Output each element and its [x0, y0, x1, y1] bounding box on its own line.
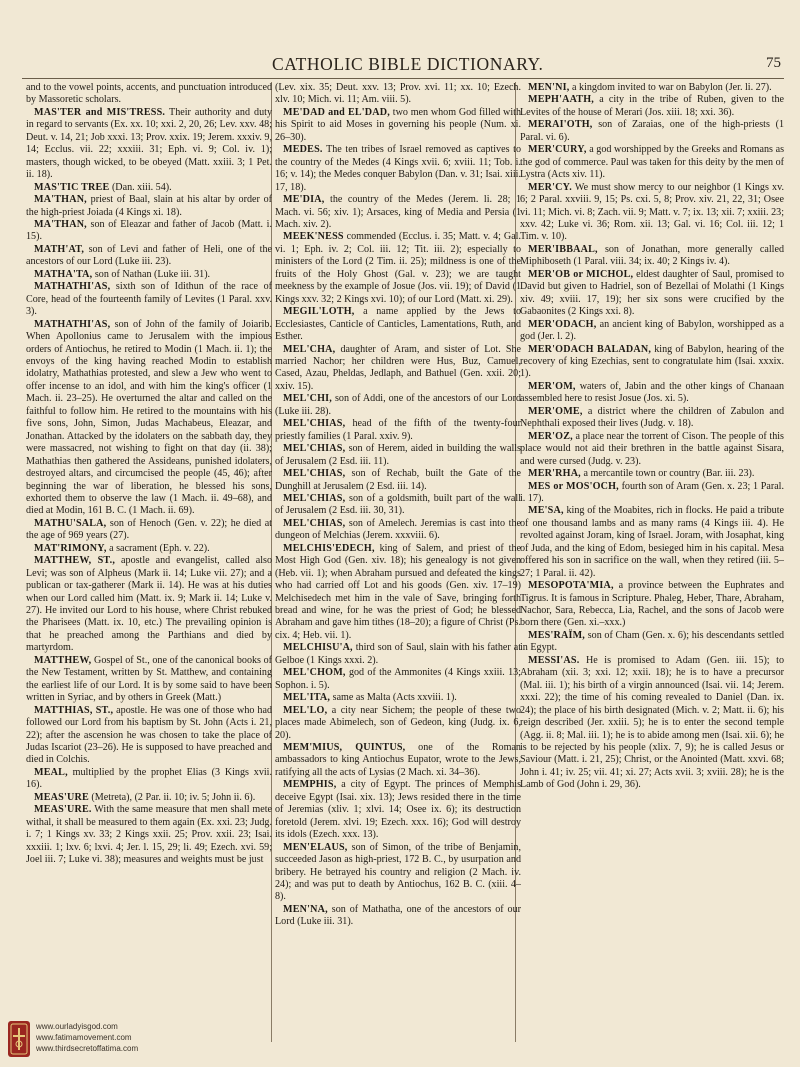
dictionary-entry [520, 468, 784, 480]
entry-headword: MAS'TIC TREE [34, 181, 110, 193]
dictionary-entry [26, 792, 272, 804]
entry-headword: MESOPOTA'MIA, [528, 580, 614, 592]
dictionary-entry [26, 107, 272, 182]
dictionary-entry [275, 692, 521, 704]
entry-text: son of Amelech. Jeremias is cast into the dungeon of Melchias (Jerem. xxxviii. 6). [275, 517, 521, 542]
entry-text: eldest daughter of Saul, promised to David but given to Hadriel, son of Bezellai of Molathi (1 Kings xiv. 49; xviii. 17, 19); her six sons were crucified by the Gabaonites (2 Kings xxi. 8). [520, 268, 784, 318]
entry-text: a god worshipped by the Greeks and Romans as the god of commerce. Paul was taken for this deity by the men of Lystra (Acts xiv. 11). [520, 144, 784, 181]
dictionary-entry [26, 655, 272, 705]
entry-headword: MATHATHI'AS, [34, 281, 111, 293]
entry-text: priest of Baal, slain at his altar by order of the high-priest Joiada (4 Kings xi. 18). [26, 194, 272, 218]
entry-headword: ME'SA, [528, 505, 564, 517]
entry-headword: MEL'CHIAS, [283, 468, 346, 480]
dictionary-entry [275, 418, 521, 443]
entry-headword: MES'RAÏM, [528, 629, 586, 641]
entry-headword: MEL'CHIAS, [283, 517, 346, 529]
entry-text: a city in the tribe of Ruben, given to the Levites of the house of Merari (Jos. xiii. 18; xxi. 36). [520, 94, 784, 118]
footer-link[interactable]: www.thirdsecretoffatima.com [36, 1044, 139, 1053]
entry-text: son of John of the family of Joiarib. When Apollonius came to Jerusalem with the impious orders of Antiochus, he retired to Modin (1 Mach. ii. 1); the envoys of the king having reached Modin to establish idolatry, Mathathias protested, and slew a Jew who went to offer incense to an idol, and with him the king's officer (1 Mach. ii. 23–25). He overturned the altar and called on the faithful to follow him. He retired to the mountains with his five sons, John, Simon, Judas Machabeus, Eleazar, and Jonathan. Attacked by the idolaters on the sabbath day, they were massacred, not wishing to fight on that day (ii. 38); Mathathias then gathered the Assideans, punished idolaters, destroyed altars, and circumcised the people (45, 46); after beginning the war of liberation, he blessed his sons, exhorted them to observe the law (1 Mach. ii. 49–68), and died at Modin, 161 B. C. (1 Mach. ii. 69). [26, 318, 272, 517]
entry-headword: MATH'AT, [34, 243, 85, 255]
dictionary-entry [26, 281, 272, 318]
entry-text: (Metreta), (2 Par. ii. 10; iv. 5; John ii. 6). [88, 791, 256, 803]
dictionary-entry [520, 82, 784, 94]
entry-text: one of the Roman ambassadors to king Antiochus Eupator, wrote to the Jews, ratifying all the acts of Lysias (2 Mach. xi. 34–36). [275, 742, 521, 778]
entry-headword: ME'DAD and EL'DAD, [283, 106, 391, 118]
entry-text: sixth son of Idithun of the race of Core, head of the fourteenth family of Levites (1 Paral. xxv. 3). [26, 281, 272, 318]
entry-headword: MAT'RIMONY, [34, 542, 107, 554]
dictionary-entry [520, 244, 784, 269]
entry-text: king of Salem, and priest of the Most High God (Gen. xiv. 18); his genealogy is not given (Heb. vii. 1); when Abraham pursued and defeated the kings who had carried off Lot and his goods (Gen. xiv. 17–19) Melchisedech met him in the vale of Save, bringing forth bread and wine, for he was the priest of God; he blessed Abraham and gave him tithes (18–20); a figure of Christ (Ps. cix. 4; Heb. vii. 1). [275, 542, 521, 641]
entry-text: (Lev. xix. 35; Deut. xxv. 13; Prov. xvi. 11; xx. 10; Ezech. xlv. 10; Mich. vi. 11; Am. viii. 5). [275, 82, 521, 106]
dictionary-entry [520, 431, 784, 468]
entry-text: He is promised to Adam (Gen. iii. 15); to Abraham (xii. 3; xxi. 12; xxii. 18); he is to have a precursor (Mal. iii. 1); his birth of a virgin announced (Isai. vii. 14; Jerem. xxxi. 22); the time of his coming revealed to Daniel (Dan. ix. 24); the place of his birth designated (Mich. v. 2; Matt. ii. 6); his reign described (Jer. xxiii. 5); he is to enter the second temple (Agg. ii. 8; Mal. iii. 1); he is to abide among men (Isai. xii. 6); he is to be rejected by his people (xlix. 7, 9); he is called Jesus or Saviour (Matt. i. 21, 25); Christ, or the Anointed (Matt. xxvi. 68; John i. 41; iv. 25; vii. 41; xi. 27; Acts xvii. 3; xviii. 28); he is the Lamb of God (John i. 29, 36). [520, 654, 784, 791]
entry-text: a mercantile town or country (Bar. iii. 23). [580, 468, 755, 480]
column-1 [26, 82, 272, 1037]
dictionary-entry [275, 742, 521, 779]
entry-headword: MEMPHIS, [283, 779, 337, 791]
dictionary-entry [26, 555, 272, 655]
entry-text: apostle. He was one of those who had followed our Lord from his baptism by St. John (Acts i. 21, 22); after the ascension he was chosen to take the place of Judas Iscariot (23–26). He is supposed to have preached and died in Colchis. [26, 704, 272, 766]
dictionary-entry [26, 804, 272, 866]
entry-headword: MEN'ELAUS, [283, 841, 348, 853]
dictionary-entry [275, 493, 521, 518]
entry-text: son of Eleazar and father of Jacob (Matt. i. 15). [26, 218, 272, 243]
entry-text: multiplied by the prophet Elias (3 Kings xvii. 16). [26, 766, 272, 791]
entry-text: son of Nathan (Luke iii. 31). [92, 268, 211, 280]
dictionary-entry [520, 119, 784, 144]
entry-headword: MEL'CHIAS, [283, 443, 346, 455]
entry-text: two men whom God filled with his Spirit to aid Moses in governing his people (Num. xi. 26–30). [275, 106, 521, 143]
dictionary-entry [520, 182, 784, 244]
page-title: CATHOLIC BIBLE DICTIONARY. [272, 54, 544, 74]
entry-headword: MATHATHI'AS, [34, 318, 111, 330]
entry-headword: MATHA'TA, [34, 268, 93, 280]
entry-text: a district where the children of Zabulon and Nephthali exposed their lives (Judg. v. 18). [520, 405, 784, 430]
entry-headword: MEL'CHIAS, [283, 492, 346, 504]
entry-text: third son of Saul, slain with his father at Gelboe (1 Kings xxxi. 2). [275, 642, 521, 666]
entry-text: son of Rechab, built the Gate of the Dunghill at Jerusalem (2 Esd. iii. 14). [275, 468, 521, 492]
entry-text: son of Addi, one of the ancestors of our Lord (Luke iii. 28). [275, 393, 521, 417]
entry-headword: MER'ODACH, [528, 318, 597, 330]
dictionary-entry [275, 443, 521, 468]
dictionary-entry [520, 269, 784, 319]
entry-headword: MER'OME, [528, 405, 583, 417]
entry-text: son of Zaraias, one of the high-priests (1 Paral. vi. 6). [520, 119, 784, 143]
dictionary-entry [275, 344, 521, 394]
dictionary-entry [275, 231, 521, 306]
entry-headword: MER'RHA, [528, 468, 581, 480]
entry-text: (Dan. xiii. 54). [109, 181, 172, 193]
entry-headword: MEM'MIUS, QUINTUS, [283, 742, 406, 754]
entry-text: a name applied by the Jews to Ecclesiastes, Canticle of Canticles, Lamentations, Ruth, and Esther. [275, 306, 521, 343]
entry-text: an ancient king of Babylon, worshipped as a god (Jer. l. 2). [520, 318, 784, 343]
dictionary-entry [26, 767, 272, 792]
dictionary-entry [26, 543, 272, 555]
dictionary-entry [26, 182, 272, 194]
seal-icon [6, 1019, 32, 1059]
entry-text: king of Babylon, hearing of the recovery of king Ezechias, sent to congratulate him (Isai. xxxix. 1). [520, 343, 784, 380]
dictionary-entry [520, 630, 784, 655]
footer-link[interactable]: www.fatimamovement.com [36, 1033, 132, 1042]
footer-link[interactable]: www.ourladyisgod.com [36, 1022, 118, 1031]
page-number: 75 [766, 55, 781, 71]
dictionary-entry [520, 481, 784, 506]
entry-headword: MEGIL'LOTH, [283, 306, 355, 318]
dictionary-entry [26, 244, 272, 269]
entry-headword: MER'CURY, [528, 144, 587, 156]
entry-headword: MESSI'AS. [528, 654, 580, 666]
entry-text: We must show mercy to our neighbor (1 Kings xv. 6; 2 Paral. xxviii. 9, 15; Ps. cxi. 5, 8; Prov. xiv. 21, 22, 31; Osee vi. 11; Mich. vi. 8; Zach. vii. 9; Matt. v. 7; ix. 13; xii. 7; xxiii. 23; xxv. 42; Luke vi. 36; Rom. xii. 13; Gal. vi. 16; Col. iii. 12; 1 Tim. v. 10). [520, 181, 784, 243]
dictionary-entry [520, 505, 784, 580]
entry-headword: MER'ODACH BALADAN, [528, 343, 652, 355]
dictionary-entry [26, 518, 272, 543]
dictionary-entry [275, 642, 521, 667]
dictionary-entry [275, 779, 521, 841]
dictionary-entry [520, 94, 784, 119]
footer-links [36, 1021, 138, 1054]
entry-headword: MEL'LO, [283, 704, 328, 716]
entry-text: same as Malta (Acts xxviii. 1). [330, 692, 457, 704]
dictionary-entry [275, 543, 521, 643]
entry-headword: MEDES. [283, 144, 323, 156]
dictionary-entry [275, 705, 521, 742]
dictionary-entry [26, 219, 272, 244]
entry-headword: MELCHIS'EDECH, [283, 542, 375, 554]
entry-text: and to the vowel points, accents, and punctuation introduced by Massoretic scholars. [26, 82, 272, 106]
entry-text: god of the Ammonites (4 Kings xxiii. 13; Sophon. i. 5). [275, 667, 521, 691]
entry-text: son of a goldsmith, built part of the wall of Jerusalem (2 Esd. iii. 30, 31). [275, 492, 521, 517]
entry-headword: MEN'NI, [528, 82, 570, 93]
entry-headword: MER'CY. [528, 181, 572, 193]
entry-headword: MAS'TER and MIS'TRESS. [34, 106, 166, 118]
dictionary-entry [520, 381, 784, 406]
dictionary-entry [275, 842, 521, 904]
entry-text: a city of Egypt. The princes of Memphis deceive Egypt (Isai. xix. 13); Jews resided there in the time of Jeremias (xliv. 1; xlvi. 14; Osee ix. 6); its destruction foretold (Jerem. xlvi. 19; Ezech. xxx. 16); God will destroy its idols (Ezech. xxx. 13). [275, 779, 521, 841]
dictionary-entry [275, 904, 521, 929]
entry-headword: MATHU'SALA, [34, 517, 107, 529]
entry-text: son of Mathatha, one of the ancestors of our Lord (Luke iii. 31). [275, 903, 521, 928]
header-rule [22, 78, 784, 79]
dictionary-entry [520, 144, 784, 181]
entry-headword: MATTHEW, [34, 654, 92, 666]
entry-headword: MER'IBBAAL, [528, 243, 598, 255]
dictionary-entry [275, 518, 521, 543]
entry-headword: MELCHISU'A, [283, 642, 353, 654]
dictionary-entry [26, 319, 272, 518]
entry-text: With the same measure that men shall mete withal, it shall be measured to them again (Ex. xxi. 23; Judg. i. 7; 1 Kings xv. 33; 2 Kings xxii. 25; Prov. xxii. 23; Isai. xxxiii. 1; lxv. 6; lxvi. 4; Jer. l. 15, 29; li. 49; Ezech. xvi. 59; Joel iii. 7; Luke vi. 38); measures and weights must be just [26, 804, 272, 866]
entry-headword: MEN'NA, [283, 903, 328, 915]
dictionary-entry [520, 319, 784, 344]
entry-text: son of Cham (Gen. x. 6); his descendants settled in Egypt. [520, 629, 784, 654]
entry-text: The ten tribes of Israel removed as captives to the country of the Medes (4 Kings xvii. 6; xviii. 11; Tob. i. 16; v. 14); the Medes conquer Babylon (Dan. v. 31; Isai. xiii. 17, 18). [275, 144, 521, 193]
entry-headword: MER'OB or MICHOL, [528, 268, 634, 280]
entry-text: Gospel of St., one of the canonical books of the New Testament, written by St. Matthew, and containing the earliest life of our Lord. It is by some said to have been written in Syriac, and by others in Greek (Matt.) [26, 654, 272, 704]
entry-text: a place near the torrent of Cison. The people of this place would not aid their brethren in the battle against Sisara, and were cursed (Judg. v. 23). [520, 430, 784, 467]
entry-headword: MEL'CHIAS, [283, 418, 346, 430]
entry-text: son of Herem, aided in building the walls of Jerusalem (2 Esd. iii. 11). [275, 443, 521, 467]
entry-headword: MEAS'URE. [34, 804, 92, 816]
dictionary-entry [520, 344, 784, 381]
entry-headword: ME'DIA, [283, 194, 325, 206]
dictionary-entry [275, 82, 521, 107]
dictionary-entry [275, 107, 521, 144]
entry-text: head of the fifth of the twenty-four priestly families (1 Paral. xxiv. 9). [275, 418, 521, 442]
entry-headword: MER'OZ, [528, 430, 573, 442]
entry-headword: MEAS'URE [34, 791, 89, 803]
page-header [0, 54, 800, 80]
dictionary-entry [26, 82, 272, 107]
entry-text: commended (Ecclus. i. 35; Matt. v. 4; Gal. vi. 1; Eph. iv. 2; Col. iii. 12; Tit. iii. 2); especially to ministers of the Lord (2 Tim. ii. 25); mildness is one of the fruits of the Holy Ghost (Gal. v. 23); we are taught meekness by the example of Josue (Jos. vii. 19); of David (1 Kings xxv. 32; 2 Kings xvi. 10); of our Lord (Matt. xi. 29). [275, 231, 521, 305]
entry-headword: MER'OM, [528, 380, 576, 392]
entry-text: son of Jonathan, more generally called Miphiboseth (1 Paral. viii. 34; ix. 40; 2 Kings iv. 4). [520, 243, 784, 268]
entry-text: son of Simon, of the tribe of Benjamin, succeeded Jason as high-priest, 172 B. C., by usurpation and bribery. He betrayed his country and religion (2 Mach. iv. 24); and was put to death by Antiochus, 162 B. C. (xiii. 4–8). [275, 841, 521, 903]
entry-text: a city near Sichem; the people of these two places made Abimelech, son of Gedeon, king (Judg. ix. 6, 20). [275, 704, 521, 741]
entry-headword: MATTHEW, ST., [34, 555, 116, 567]
entry-text: a sacrament (Eph. v. 22). [106, 542, 210, 554]
dictionary-entry [275, 144, 521, 194]
entry-headword: MEPH'AATH, [528, 94, 595, 106]
dictionary-entry [275, 468, 521, 493]
column-3 [520, 82, 784, 1037]
entry-text: apostle and evangelist, called also Levi; was son of Alpheus (Mark ii. 14; Luke vii. 27); and a publican or tax-gatherer (Mark ii. 14). He was at his duties when our Lord called him (Matt. ix. 9; Mark ii. 14; Luke v. 27). He invited our Lord to his house, where Christ rebuked the Pharisees (Matt. ix. 10, etc.) The prevailing opinion is that he preached among the Parthians and died by martyrdom. [26, 555, 272, 654]
entry-headword: MATTHIAS, ST., [34, 704, 114, 716]
entry-headword: MEAL, [34, 766, 68, 778]
page-footer [6, 1015, 206, 1065]
dictionary-entry [520, 655, 784, 792]
entry-headword: MA'THAN, [34, 194, 87, 206]
entry-text: waters of, Jabin and the other kings of Chanaan assembled here to resist Josue (Jos. xi. 5). [520, 380, 784, 405]
entry-headword: MEL'CHA, [283, 343, 336, 355]
entry-text: son of Levi and father of Heli, one of the ancestors of our Lord (Luke iii. 23). [26, 243, 272, 268]
entry-text: son of Henoch (Gen. v. 22); he died at the age of 969 years (27). [26, 517, 272, 542]
column-2 [275, 82, 521, 1037]
entry-text: Their authority and duty in regard to servants (Ex. xx. 10; xxi. 2, 20, 26; Lev. xxv. 48; Deut. v. 14, 21; Job xxxi. 13; Prov. xxix. 19; Jerem. xxxiv. 9, 14; Ecclus. vii. 22; xxxiii. 31; Eph. vi. 9; Col. iv. 1); masters, though wicked, to be obeyed (Matt. xxiii. 3; 1 Pet. ii. 18). [26, 106, 272, 181]
dictionary-entry [26, 269, 272, 281]
entry-text: a kingdom invited to war on Babylon (Jer. li. 27). [569, 82, 772, 93]
dictionary-entry [520, 406, 784, 431]
entry-text: the country of the Medes (Jerem. li. 28; 1 Mach. vi. 56; xiv. 1); Arsaces, king of Media and Persia (1 Mach. xiv. 2). [275, 194, 521, 230]
entry-text: fourth son of Aram (Gen. x. 23; 1 Paral. i. 17). [520, 480, 784, 504]
entry-headword: MEEK'NESS [283, 231, 344, 243]
dictionary-entry [275, 306, 521, 343]
entry-headword: MA'THAN, [34, 218, 87, 230]
entry-headword: MEL'CHI, [283, 393, 332, 405]
entry-headword: MERAI'OTH, [528, 119, 593, 131]
entry-headword: MES or MOS'OCH, [528, 480, 619, 492]
entry-headword: MEL'CHOM, [283, 667, 346, 679]
entry-text: daughter of Aram, and sister of Lot. She married Nachor; her children were Hus, Buz, Camuel, Cased, Azau, Pheldas, Jedlaph, and Bathuel (Gen. xxii. 20; xxiv. 15). [275, 343, 521, 392]
dictionary-entry [275, 667, 521, 692]
dictionary-entry [520, 580, 784, 630]
dictionary-entry [275, 393, 521, 418]
entry-headword: MEL'ITA, [283, 692, 331, 704]
entry-text: a province between the Euphrates and Tigrus. It is famous in Scripture. Phaleg, Heber, Thare, Abraham, Nachor, Sara, Rebecca, Lia, Rachel, and the sons of Jacob were born there (Gen. xi.–xxx.) [520, 580, 784, 629]
dictionary-entry [26, 194, 272, 219]
dictionary-entry [275, 194, 521, 231]
dictionary-entry [26, 705, 272, 767]
entry-text: king of the Moabites, rich in flocks. He paid a tribute of one thousand lambs and as many rams (4 Kings iii. 4). He revolted against Joram, king of Israel. Joram, with Josaphat, king of Juda, and the king of Edom, besieged him in his capital. Mesa offered his son in sacrifice on the wall, when they retired (iii. 5–27; 1 Paral. ii. 42). [520, 505, 784, 579]
